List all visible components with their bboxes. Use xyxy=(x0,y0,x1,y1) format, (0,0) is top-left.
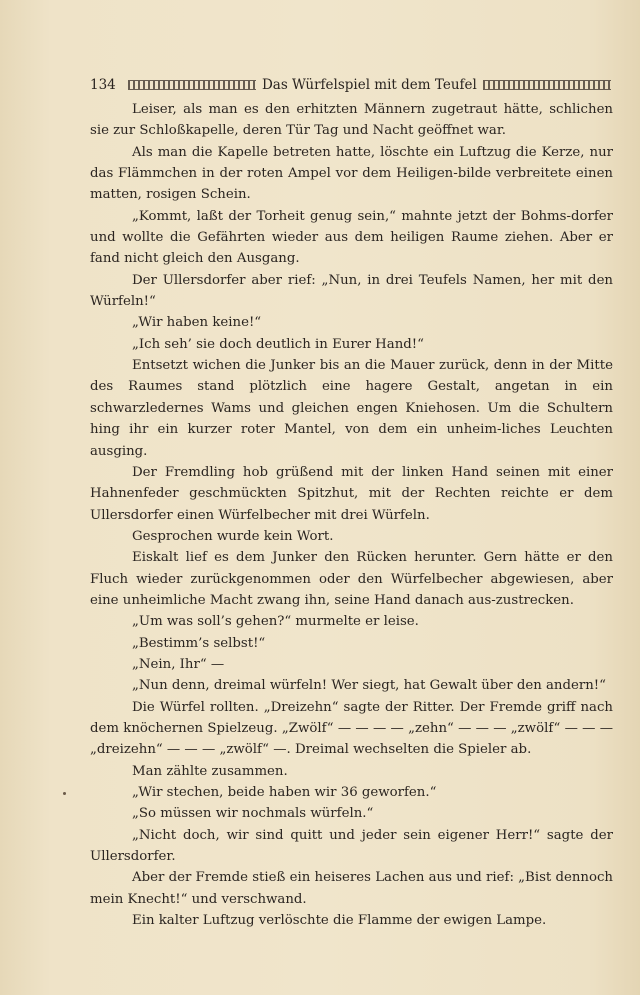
running-header xyxy=(90,74,617,96)
paragraph: „Nein, Ihr“ — xyxy=(132,656,225,672)
paper-speck xyxy=(63,792,66,795)
header-ornament-right xyxy=(483,80,611,90)
paragraph: Ein kalter Luftzug verlöschte die Flamme der ewigen Lampe. xyxy=(132,913,547,929)
body-text xyxy=(90,99,613,931)
paragraph: „Wir haben keine!“ xyxy=(132,315,262,331)
paragraph: Aber der Fremde stieß ein heiseres Lachen aus und rief: „Bist dennoch mein Knecht!“ und verschwand. xyxy=(90,870,613,907)
paragraph: „Nicht doch, wir sind quitt und jeder sein eigener Herr!“ sagte der Ullersdorfer. xyxy=(90,827,613,865)
paragraph: Entsetzt wichen die Junker bis an die Mauer zurück, denn in der Mitte des Raumes stand plötzlich eine hagere Gestalt, angetan in ein schwarzledernes Wams und gleichen engen Kniehosen. Um die Schultern hing ihr ein kurzer roter Mantel, von dem ein unheim-liches Leuchten ausging. xyxy=(90,358,613,459)
paragraph: „Ich seh’ sie doch deutlich in Eurer Hand!“ xyxy=(132,336,424,352)
running-title: Das Würfelspiel mit dem Teufel xyxy=(261,77,477,93)
paragraph: Leiser, als man es den erhitzten Männern zugetraut hätte, schlichen sie zur Schloßkapelle, deren Tür Tag und Nacht geöffnet war. xyxy=(90,102,613,139)
paragraph: „Bestimm’s selbst!“ xyxy=(132,635,266,651)
paragraph: „So müssen wir nochmals würfeln.“ xyxy=(132,806,374,822)
paragraph: Gesprochen wurde kein Wort. xyxy=(132,528,334,544)
paragraph: Der Fremdling hob grüßend mit der linken Hand seinen mit einer Hahnenfeder geschmückten Spitzhut, mit der Rechten reichte er dem Ullersdorfer einen Würfelbecher mit drei Würfeln. xyxy=(90,464,613,523)
paragraph: Man zählte zusammen. xyxy=(132,763,288,779)
header-ornament-left xyxy=(128,80,256,90)
page-number: 134 xyxy=(90,77,116,93)
paragraph: Die Würfel rollten. „Dreizehn“ sagte der Ritter. Der Fremde griff nach dem knöchernen Spielzeug. „Zwölf“ — — — — „zehn“ — — — „zwölf“ — — — „dreizehn“ — — — „zwölf“ —. Dreimal wechselten die Spieler ab. xyxy=(90,699,613,758)
paragraph: „Nun denn, dreimal würfeln! Wer siegt, hat Gewalt über den andern!“ xyxy=(132,678,606,694)
paragraph: Als man die Kapelle betreten hatte, löschte ein Luftzug die Kerze, nur das Flämmchen in der roten Ampel vor dem Heiligen-bilde verbreitete einen matten, rosigen Schein. xyxy=(90,144,613,203)
paragraph: „Wir stechen, beide haben wir 36 geworfen.“ xyxy=(132,785,437,800)
paragraph: Eiskalt lief es dem Junker den Rücken herunter. Gern hätte er den Fluch wieder zurückgenommen oder den Würfelbecher abgewiesen, aber eine unheimliche Macht zwang ihn, seine Hand danach aus-zustrecken. xyxy=(90,550,613,608)
paragraph: „Kommt, laßt der Torheit genug sein,“ mahnte jetzt der Bohms-dorfer und wollte die Gefährten wieder aus dem heiligen Raume ziehen. Aber er fand nicht gleich den Ausgang. xyxy=(90,208,613,267)
paragraph: „Um was soll’s gehen?“ murmelte er leise. xyxy=(132,614,419,630)
paragraph: Der Ullersdorfer aber rief: „Nun, in drei Teufels Namen, her mit den Würfeln!“ xyxy=(90,272,613,310)
